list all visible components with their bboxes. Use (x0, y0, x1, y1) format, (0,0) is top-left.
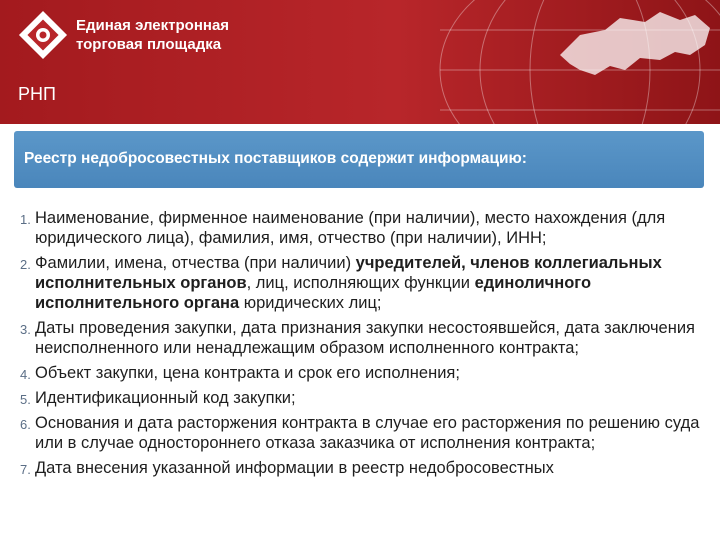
item-number: 6. (20, 417, 31, 432)
info-list (20, 208, 710, 483)
item-number: 7. (20, 462, 31, 477)
item-text: , лиц, исполняющих функции (246, 274, 475, 292)
info-box (14, 131, 704, 188)
logo-text (76, 16, 229, 54)
item-text-bold: учредителей, членов коллегиальных исполнительных органов (35, 254, 662, 292)
item-text: юридических лиц; (239, 294, 382, 312)
item-text: Даты проведения закупки, дата признания закупки несостоявшейся, дата заключения неисполненного или ненадлежащим образом исполненного контракта; (35, 319, 695, 357)
item-number: 2. (20, 257, 31, 272)
list-item (20, 458, 710, 478)
logo[interactable] (12, 6, 232, 62)
globe-map-decoration (420, 0, 720, 124)
logo-line-1: Единая электронная (76, 17, 230, 34)
logo-line-2: торговая площадка (76, 36, 222, 53)
item-text: Наименование, фирменное наименование (при наличии), место нахождения (для юридического лица), фамилия, имя, отчество (при наличии), ИНН; (35, 209, 666, 247)
list-item (20, 208, 710, 248)
item-text: Дата внесения указанной информации в реестр недобросовестных (35, 459, 554, 477)
list-item (20, 318, 710, 358)
item-number: 3. (20, 322, 31, 337)
section-title: РНП (18, 84, 56, 104)
item-number: 5. (20, 392, 31, 407)
item-text: Фамилии, имена, отчества (при наличии) (35, 254, 356, 272)
logo-mark-icon (18, 10, 68, 60)
item-text-bold: единоличного исполнительного органа (35, 274, 592, 312)
info-box-text: Реестр недобросовестных поставщиков содержит информацию: (24, 150, 527, 167)
item-number: 1. (20, 212, 31, 227)
item-number: 4. (20, 367, 31, 382)
header-banner (0, 0, 720, 124)
list-item (20, 363, 710, 383)
list-item (20, 388, 710, 408)
item-text: Объект закупки, цена контракта и срок его исполнения; (35, 364, 460, 382)
item-text: Идентификационный код закупки; (35, 389, 296, 407)
list-item (20, 253, 710, 313)
list-item (20, 413, 710, 453)
item-text: Основания и дата расторжения контракта в случае его расторжения по решению суда или в случае одностороннего отказа заказчика от исполнения контракта; (35, 414, 700, 452)
